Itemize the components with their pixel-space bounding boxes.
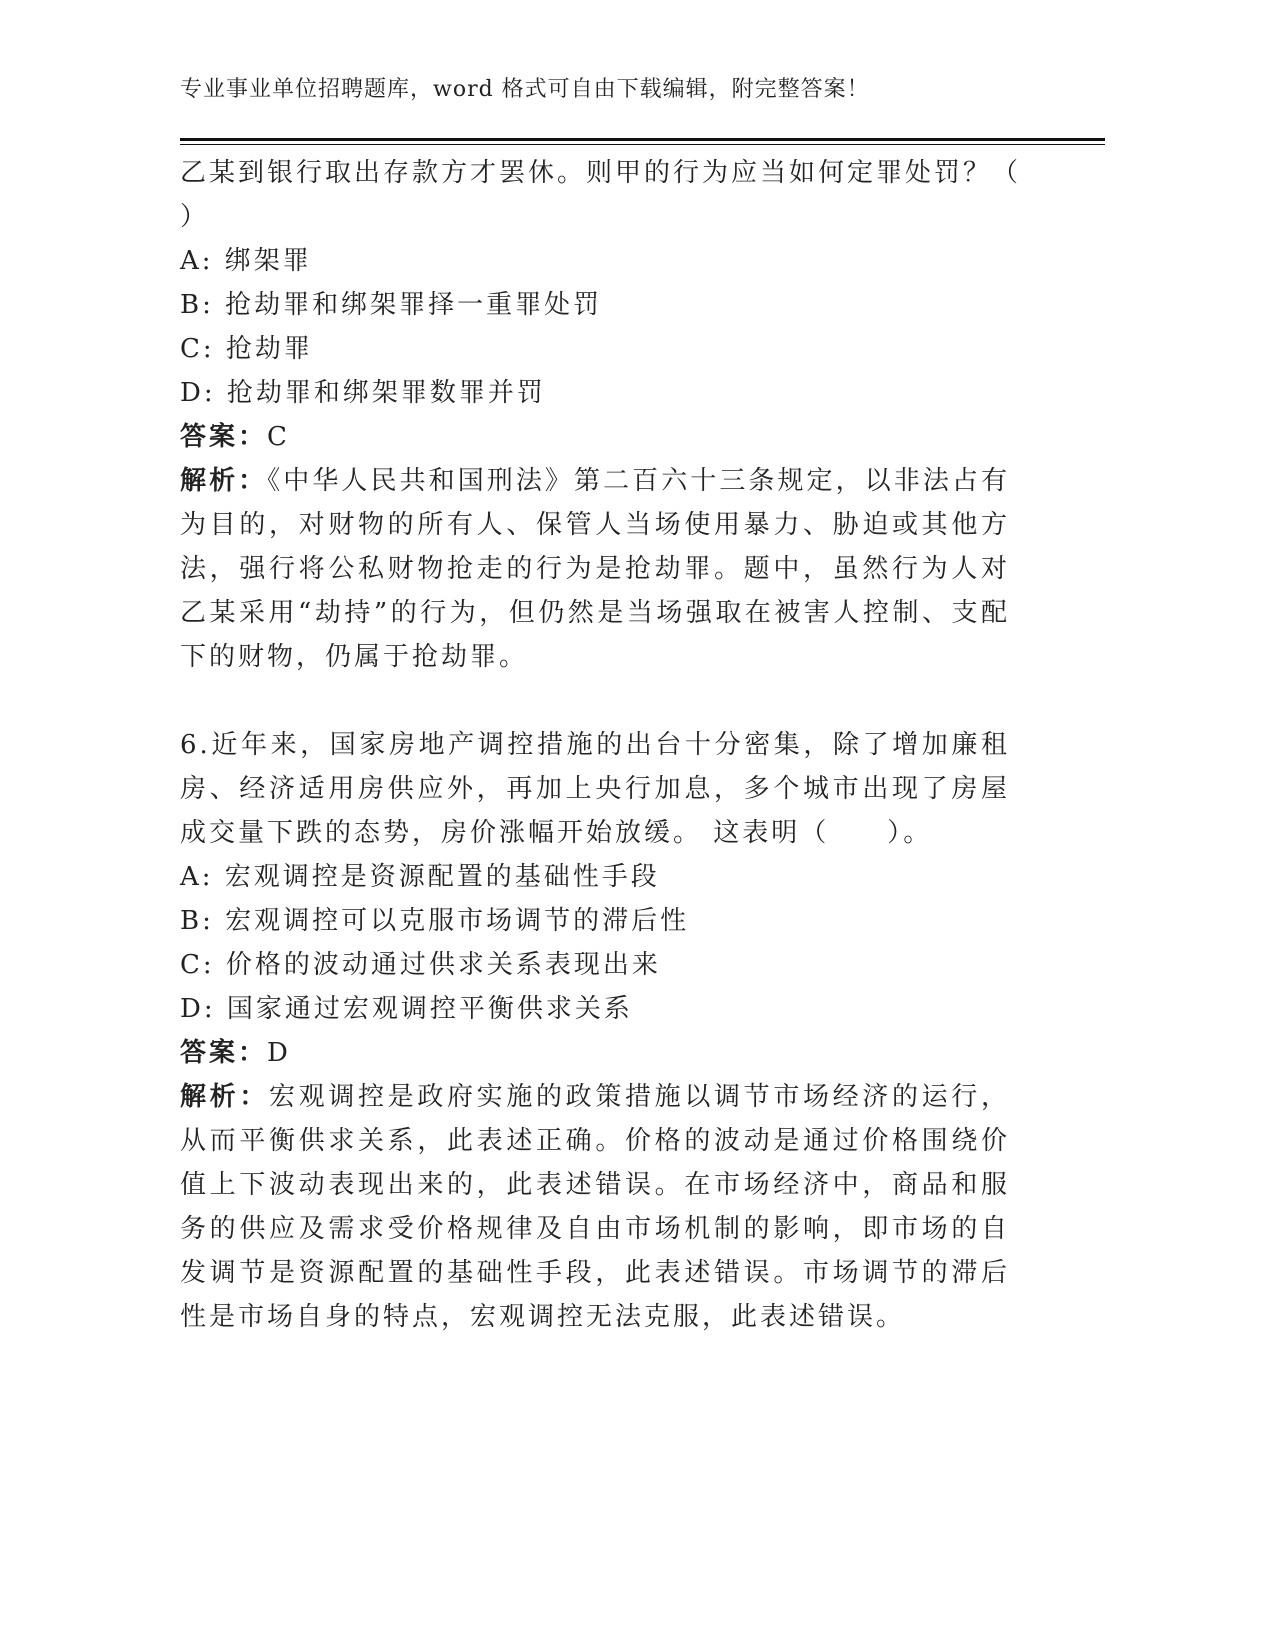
question-5-analysis-text: 《中华人民共和国刑法》第二百六十三条规定，以非法占有为目的，对财物的所有人、保管人当场使用暴力、胁迫或其他方法，强行将公私财物抢走的行为是抢劫罪。题中，虽然行为人对乙某采用“劫持”的行为，但仍然是当场强取在被害人控制、支配下的财物，仍属于抢劫罪。 <box>180 466 1010 672</box>
question-5-answer <box>180 415 1040 459</box>
question-6-answer <box>180 1031 1040 1075</box>
question-6-option-a: A: 宏观调控是资源配置的基础性手段 <box>180 862 660 892</box>
question-5-option-d: D: 抢劫罪和绑架罪数罪并罚 <box>180 378 546 408</box>
question-5-stem-line-1: 乙某到银行取出存款方才罢休。则甲的行为应当如何定罪处罚？（ <box>180 158 1022 188</box>
header-rule-thin <box>180 144 1105 145</box>
question-5 <box>180 151 1040 679</box>
question-5-stem-line-2: ） <box>180 202 210 232</box>
question-6-analysis <box>180 1075 1010 1339</box>
question-6-answer-value: D <box>267 1038 291 1068</box>
question-5-option-a: A: 绑架罪 <box>180 246 312 276</box>
header-rule-thick <box>180 138 1105 141</box>
question-6-analysis-text: 宏观调控是政府实施的政策措施以调节市场经济的运行，从而平衡供求关系，此表述正确。价格的波动是通过价格围绕价值上下波动表现出来的，此表述错误。在市场经济中，商品和服务的供应及需求受价格规律及自由市场机制的影响，即市场的自发调节是资源配置的基础性手段，此表述错误。市场调节的滞后性是市场自身的特点，宏观调控无法克服，此表述错误。 <box>180 1082 1010 1332</box>
question-6-option-b: B: 宏观调控可以克服市场调节的滞后性 <box>180 906 690 936</box>
question-6-analysis-label: 解析： <box>180 1082 269 1112</box>
question-spacer <box>180 679 1040 723</box>
question-5-answer-value: C <box>267 422 290 452</box>
question-6-option-c: C: 价格的波动通过供求关系表现出来 <box>180 950 661 980</box>
question-5-option-c: C: 抢劫罪 <box>180 334 313 364</box>
question-5-answer-label: 答案： <box>180 422 268 452</box>
page-header: 专业事业单位招聘题库，word 格式可自由下载编辑，附完整答案！ <box>180 77 870 102</box>
question-6-answer-label: 答案： <box>180 1038 268 1068</box>
question-6 <box>180 723 1040 1339</box>
question-6-stem: 6.近年来，国家房地产调控措施的出台十分密集，除了增加廉租房、经济适用房供应外，再加上央行加息，多个城市出现了房屋成交量下跌的态势，房价涨幅开始放缓。 这表明（ ）。 <box>180 730 1010 848</box>
question-5-analysis-label: 解析： <box>180 466 268 496</box>
question-6-option-d: D: 国家通过宏观调控平衡供求关系 <box>180 994 633 1024</box>
document-body <box>180 151 1040 1339</box>
question-5-option-b: B: 抢劫罪和绑架罪择一重罪处罚 <box>180 290 603 320</box>
question-5-analysis <box>180 459 1010 679</box>
